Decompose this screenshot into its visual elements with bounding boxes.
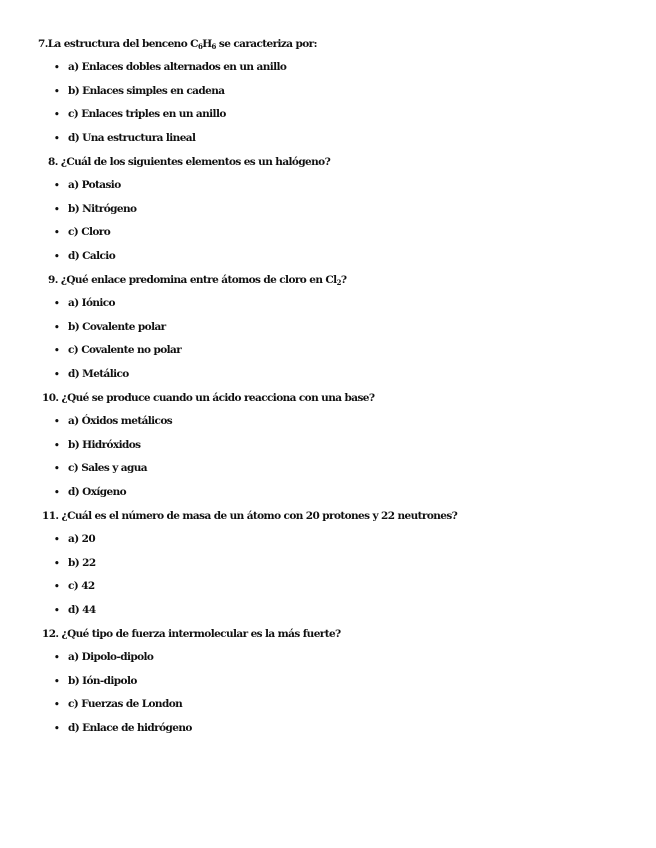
list-item: • b) Enlaces simples en cadena [54,85,225,97]
question-9-text-end: ? [340,274,347,286]
list-item: • d) Enlace de hidrógeno [54,722,192,734]
bullet-icon: • [54,63,60,73]
list-item: • a) Dipolo-dipolo [54,651,154,663]
question-9 [48,273,346,287]
question-9-text: 9. ¿Qué enlace predomina entre átomos de cloro en Cl [48,274,337,286]
bullet-icon: • [54,582,60,592]
list-item: • d) Oxígeno [54,486,127,498]
bullet-icon: • [54,346,60,356]
list-item: • c) 42 [54,580,95,592]
question-7-subscript-2: 6 [211,42,216,51]
bullet-icon: • [54,323,60,333]
bullet-icon: • [54,606,60,616]
bullet-icon: • [54,677,60,687]
list-item: • c) Fuerzas de London [54,698,183,710]
bullet-icon: • [54,535,60,545]
bullet-icon: • [54,370,60,380]
question-7-text: 7.La estructura del benceno C [38,38,198,50]
bullet-icon: • [54,700,60,710]
bullet-icon: • [54,441,60,451]
question-11: 11. ¿Cuál es el número de masa de un átomo con 20 protones y 22 neutrones? [42,510,458,522]
list-item: • a) Enlaces dobles alternados en un anillo [54,61,287,73]
list-item: • c) Enlaces triples en un anillo [54,108,226,120]
question-7-subscript-1: 6 [197,42,203,51]
list-item: • b) Covalente polar [54,321,166,333]
list-item: • b) Hidróxidos [54,439,141,451]
bullet-icon: • [54,134,60,144]
question-10: 10. ¿Qué se produce cuando un ácido reacciona con una base? [42,392,375,404]
list-item: • a) Óxidos metálicos [54,415,173,427]
bullet-icon: • [54,653,60,663]
list-item: • c) Covalente no polar [54,344,182,356]
list-item: • d) Una estructura lineal [54,132,196,144]
question-7 [38,37,317,51]
list-item: • d) Metálico [54,368,129,380]
list-item: • b) Nitrógeno [54,203,137,215]
list-item: • c) Sales y agua [54,462,147,474]
bullet-icon: • [54,724,60,734]
bullet-icon: • [54,417,60,427]
list-item: • b) Ión-dipolo [54,675,137,687]
list-item: • a) Potasio [54,179,121,191]
bullet-icon: • [54,464,60,474]
list-item: • b) 22 [54,557,96,569]
bullet-icon: • [54,488,60,498]
bullet-icon: • [54,559,60,569]
bullet-icon: • [54,110,60,120]
list-item: • a) Iónico [54,297,115,309]
question-9-subscript: 2 [336,278,341,287]
bullet-icon: • [54,87,60,97]
list-item: • c) Cloro [54,226,111,238]
list-item: • a) 20 [54,533,96,545]
bullet-icon: • [54,299,60,309]
question-12: 12. ¿Qué tipo de fuerza intermolecular es la más fuerte? [42,628,341,640]
bullet-icon: • [54,228,60,238]
bullet-icon: • [54,205,60,215]
question-7-text-mid: H [202,38,212,50]
question-8: 8. ¿Cuál de los siguientes elementos es un halógeno? [48,156,331,168]
bullet-icon: • [54,252,60,262]
question-7-text-end: se caracteriza por: [215,38,317,50]
list-item: • d) 44 [54,604,96,616]
bullet-icon: • [54,181,60,191]
list-item: • d) Calcio [54,250,116,262]
